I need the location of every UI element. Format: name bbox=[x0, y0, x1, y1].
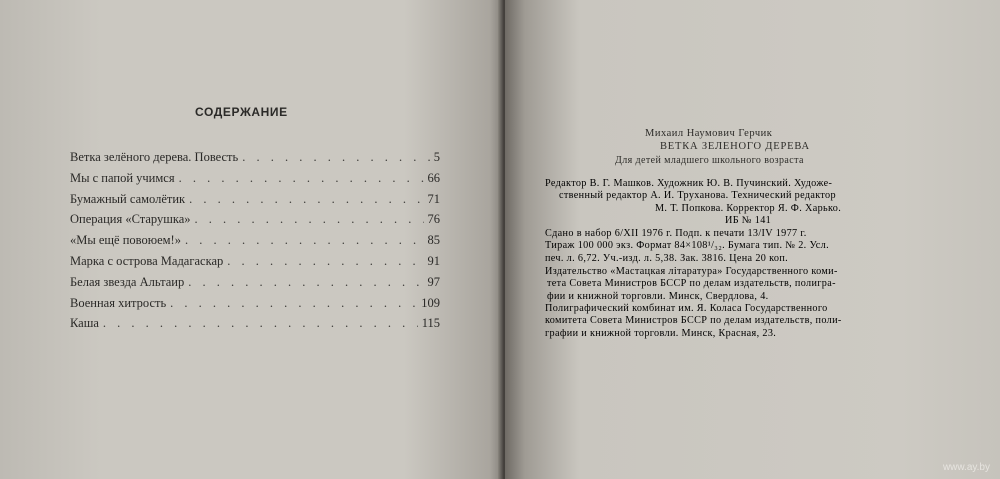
toc-entry bbox=[70, 254, 440, 275]
toc-entry-page: 71 bbox=[427, 191, 440, 206]
print-line: печ. л. 6,72. Уч.-изд. л. 5,38. Зак. 3816. Цена 20 коп. bbox=[545, 252, 789, 264]
imprint-publisher bbox=[545, 266, 838, 303]
toc-leader-dots bbox=[238, 150, 430, 165]
toc-leader-dots bbox=[99, 316, 418, 331]
toc-entry-title: Мы с папой учимся bbox=[70, 170, 175, 185]
toc-leader-dots bbox=[184, 275, 423, 290]
toc-entry bbox=[70, 150, 440, 171]
toc-entry-page: 85 bbox=[427, 233, 440, 248]
toc-entry-title: Ветка зелёного дерева. Повесть bbox=[70, 150, 239, 164]
right-page bbox=[505, 0, 1000, 479]
toc-entry bbox=[70, 171, 440, 192]
print-line: Сдано в набор 6/XII 1976 г. Подп. к печати 13/IV 1977 г. bbox=[545, 228, 807, 239]
imprint-credits bbox=[545, 178, 841, 228]
toc-entry-page: 115 bbox=[421, 316, 440, 331]
imprint-ib: ИБ № 141 bbox=[725, 215, 772, 227]
toc-entry bbox=[70, 212, 440, 233]
printer-line: комитета Совета Министров БССР по делам издательств, поли- bbox=[545, 315, 842, 327]
toc-leader-dots bbox=[166, 296, 417, 311]
toc-entry bbox=[70, 192, 440, 213]
toc-entry-title: Бумажный самолётик bbox=[70, 191, 186, 206]
toc-entry-page: 91 bbox=[427, 253, 440, 268]
toc-entry-page: 5 bbox=[433, 150, 440, 164]
toc-leader-dots bbox=[223, 254, 423, 269]
toc-entry-title: Марка с острова Мадагаскар bbox=[70, 253, 224, 268]
printer-line: графии и книжной торговли. Минск, Красная, 23. bbox=[545, 327, 777, 339]
publisher-line: фии и книжной торговли. Минск, Свердлова, 4. bbox=[547, 290, 769, 302]
toc-leader-dots bbox=[191, 212, 424, 227]
toc-entry-page: 66 bbox=[427, 170, 440, 185]
toc-leader-dots bbox=[185, 192, 423, 207]
toc-leader-dots bbox=[181, 233, 424, 248]
toc-list bbox=[70, 150, 440, 337]
credits-line: М. Т. Попкова. Корректор Я. Ф. Харько. bbox=[655, 202, 842, 214]
imprint-title: ВЕТКА ЗЕЛЕНОГО ДЕРЕВА bbox=[660, 141, 810, 152]
toc-entry-title: Военная хитрость bbox=[70, 295, 167, 310]
toc-entry-title: Каша bbox=[70, 316, 99, 331]
toc-leader-dots bbox=[175, 171, 424, 186]
imprint-author: Михаил Наумович Герчик bbox=[645, 128, 773, 139]
publisher-line: тета Совета Министров БССР по делам издательств, полигра- bbox=[547, 278, 836, 290]
toc-entry bbox=[70, 275, 440, 296]
toc-entry-title: «Мы ещё повоюем!» bbox=[70, 233, 181, 248]
credits-line: ственный редактор А. И. Труханова. Технический редактор bbox=[559, 190, 836, 202]
toc-entry bbox=[70, 316, 440, 337]
toc-entry-page: 109 bbox=[421, 295, 440, 310]
toc-title: СОДЕРЖАНИЕ bbox=[195, 105, 288, 119]
print-line: Тираж 100 000 экз. Формат 84×108¹/₃₂. Бумага тип. № 2. Усл. bbox=[545, 240, 829, 252]
publisher-line: Издательство «Мастацкая літаратура» Государственного коми- bbox=[545, 266, 838, 277]
imprint-printer bbox=[545, 303, 842, 340]
toc-entry-title: Белая звезда Альтаир bbox=[70, 274, 185, 289]
imprint-print-details bbox=[545, 228, 829, 265]
watermark: www.ay.by bbox=[942, 462, 990, 473]
toc-entry-page: 97 bbox=[427, 274, 440, 289]
imprint-subtitle: Для детей младшего школьного возраста bbox=[615, 155, 804, 166]
printer-line: Полиграфический комбинат им. Я. Коласа Государственного bbox=[545, 303, 828, 314]
toc-entry bbox=[70, 233, 440, 254]
toc-entry-title: Операция «Старушка» bbox=[70, 212, 191, 227]
toc-entry bbox=[70, 296, 440, 317]
toc-entry-page: 76 bbox=[427, 212, 440, 227]
credits-line: Редактор В. Г. Машков. Художник Ю. В. Пучинский. Художе- bbox=[545, 178, 833, 189]
